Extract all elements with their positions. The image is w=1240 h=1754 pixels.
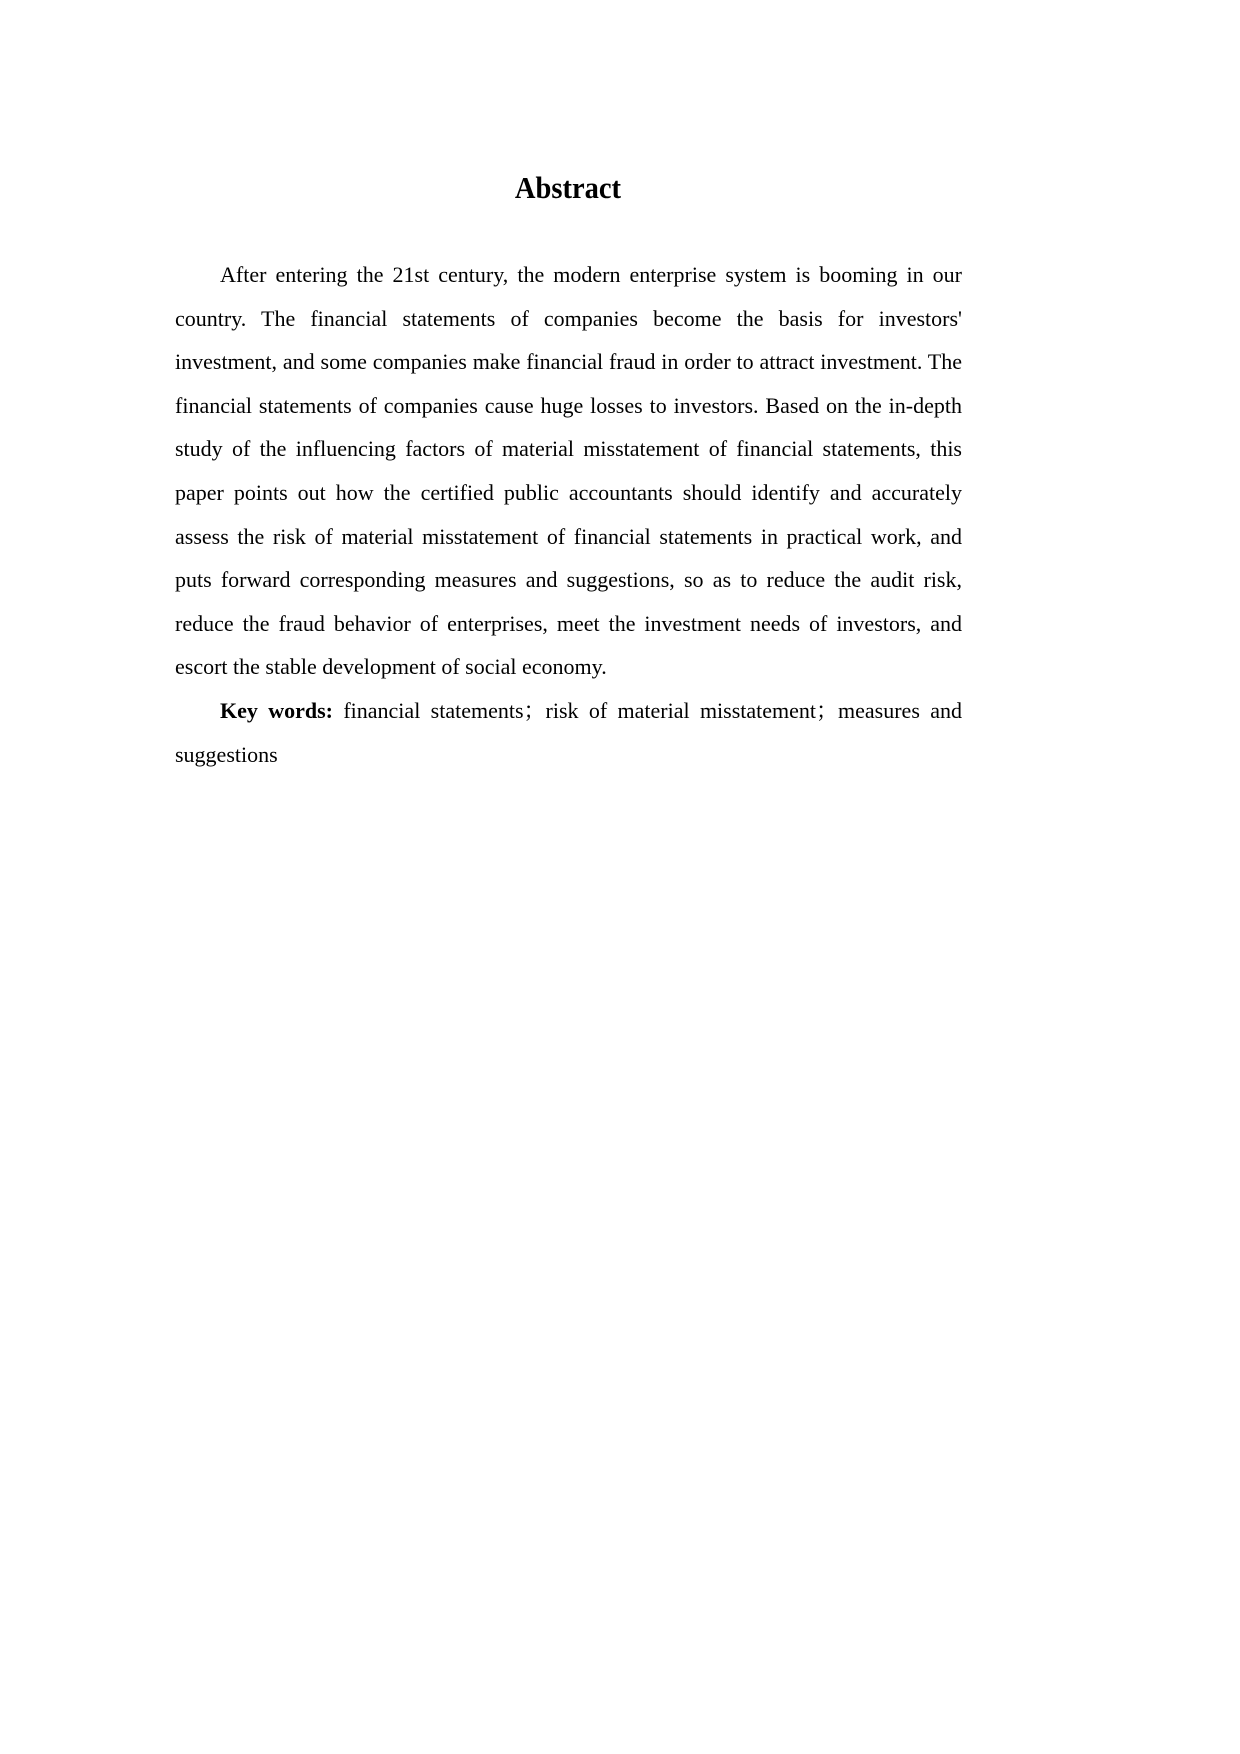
abstract-body (175, 253, 962, 776)
keywords-line (175, 689, 962, 776)
abstract-paragraph: After entering the 21st century, the modern enterprise system is booming in our country. The financial statements of companies become the basis for investors' investment, and some companies make financial fraud in order to attract investment. The financial statements of companies cause huge losses to investors. Based on the in-depth study of the influencing factors of material misstatement of financial statements, this paper points out how the certified public accountants should identify and accurately assess the risk of material misstatement of financial statements in practical work, and puts forward corresponding measures and suggestions, so as to reduce the audit risk, reduce the fraud behavior of enterprises, meet the investment needs of investors, and escort the stable development of social economy. (175, 262, 962, 680)
keywords-label: Key words: (220, 697, 333, 723)
keywords-text: financial statements；risk of material misstatement；measures and suggestions (175, 697, 962, 767)
abstract-title: Abstract (514, 170, 622, 205)
